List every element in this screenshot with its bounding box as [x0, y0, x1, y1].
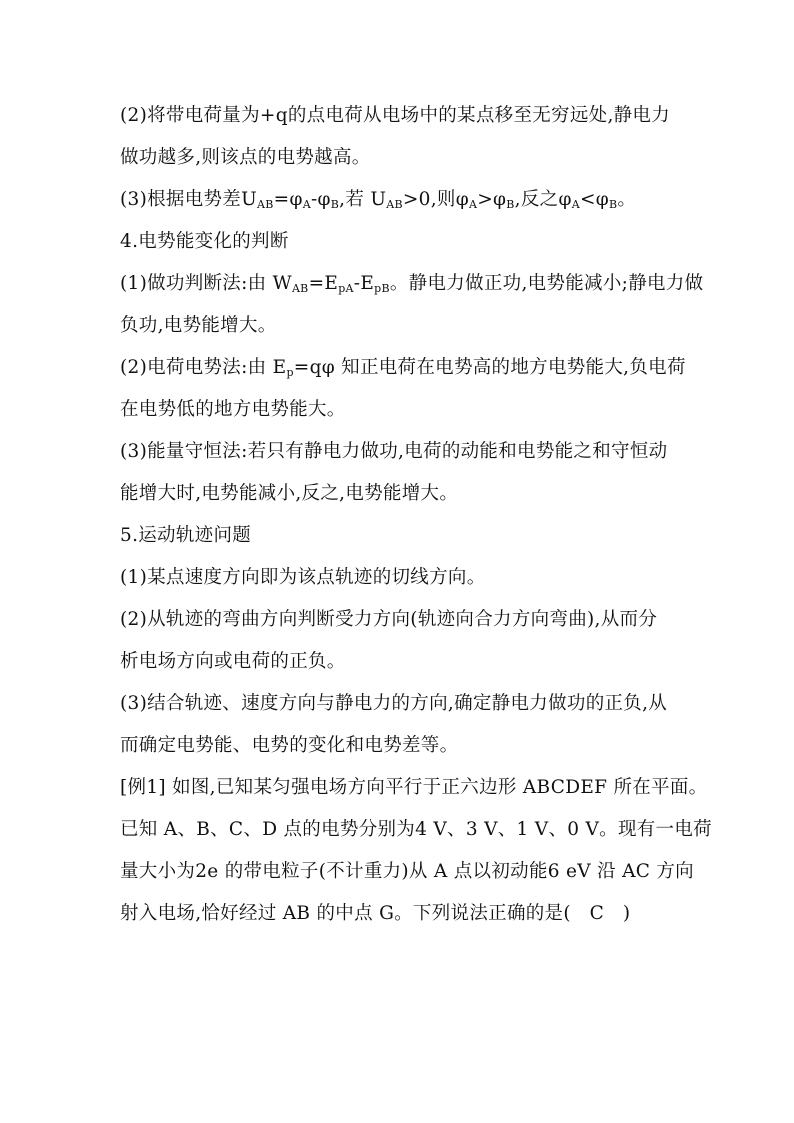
- text-line: (2)将带电荷量为+q的点电荷从电场中的某点移至无穷远处,静电力: [120, 105, 671, 126]
- text-line: 而确定电势能、电势的变化和电势差等。: [120, 735, 459, 756]
- text-line: 析电场方向或电荷的正负。: [120, 651, 346, 672]
- text-line: 做功越多,则该点的电势越高。: [120, 147, 371, 168]
- text-line: (3)结合轨迹、速度方向与静电力的方向,确定静电力做功的正负,从: [120, 693, 668, 714]
- work-method-line: (1)做功判断法:由 $W_{AB}=E_{pA}-E_{pB}$。静电力做正功,电势能减小;静电力做: [120, 273, 704, 295]
- text-line: 负功,电势能增大。: [120, 315, 277, 336]
- text-line: (2)从轨迹的弯曲方向判断受力方向(轨迹向合力方向弯曲),从而分: [120, 609, 658, 630]
- example-line: 射入电场,恰好经过 AB 的中点 G。下列说法正确的是( C ): [120, 903, 631, 924]
- example-line: [例1] 如图,已知某匀强电场方向平行于正六边形 ABCDEF 所在平面。: [120, 777, 708, 798]
- potential-difference-line: (3)根据电势差$U_{AB}=\varphi_A-\varphi_B$,若 $U_{AB}>0$,则$\varphi_A>\varphi_B$,反之$\varphi_A<\varphi_B$。: [120, 189, 637, 211]
- text-line: 能增大时,电势能减小,反之,电势能增大。: [120, 483, 459, 504]
- charge-potential-line: (2)电荷电势法:由 $E_p=q\varphi$ 知正电荷在电势高的地方电势能大,负电荷: [120, 357, 686, 379]
- text-line: 在电势低的地方电势能大。: [120, 399, 346, 420]
- section-heading: 5.运动轨迹问题: [120, 525, 252, 546]
- text-line: (1)某点速度方向即为该点轨迹的切线方向。: [120, 567, 486, 588]
- section-heading: 4.电势能变化的判断: [120, 231, 289, 252]
- text-line: (3)能量守恒法:若只有静电力做功,电荷的动能和电势能之和守恒动: [120, 441, 668, 462]
- example-line: 已知 A、B、C、D 点的电势分别为4 V、3 V、1 V、0 V。现有一电荷: [120, 819, 712, 840]
- example-line: 量大小为2e 的带电粒子(不计重力)从 A 点以初动能6 eV 沿 AC 方向: [120, 861, 694, 882]
